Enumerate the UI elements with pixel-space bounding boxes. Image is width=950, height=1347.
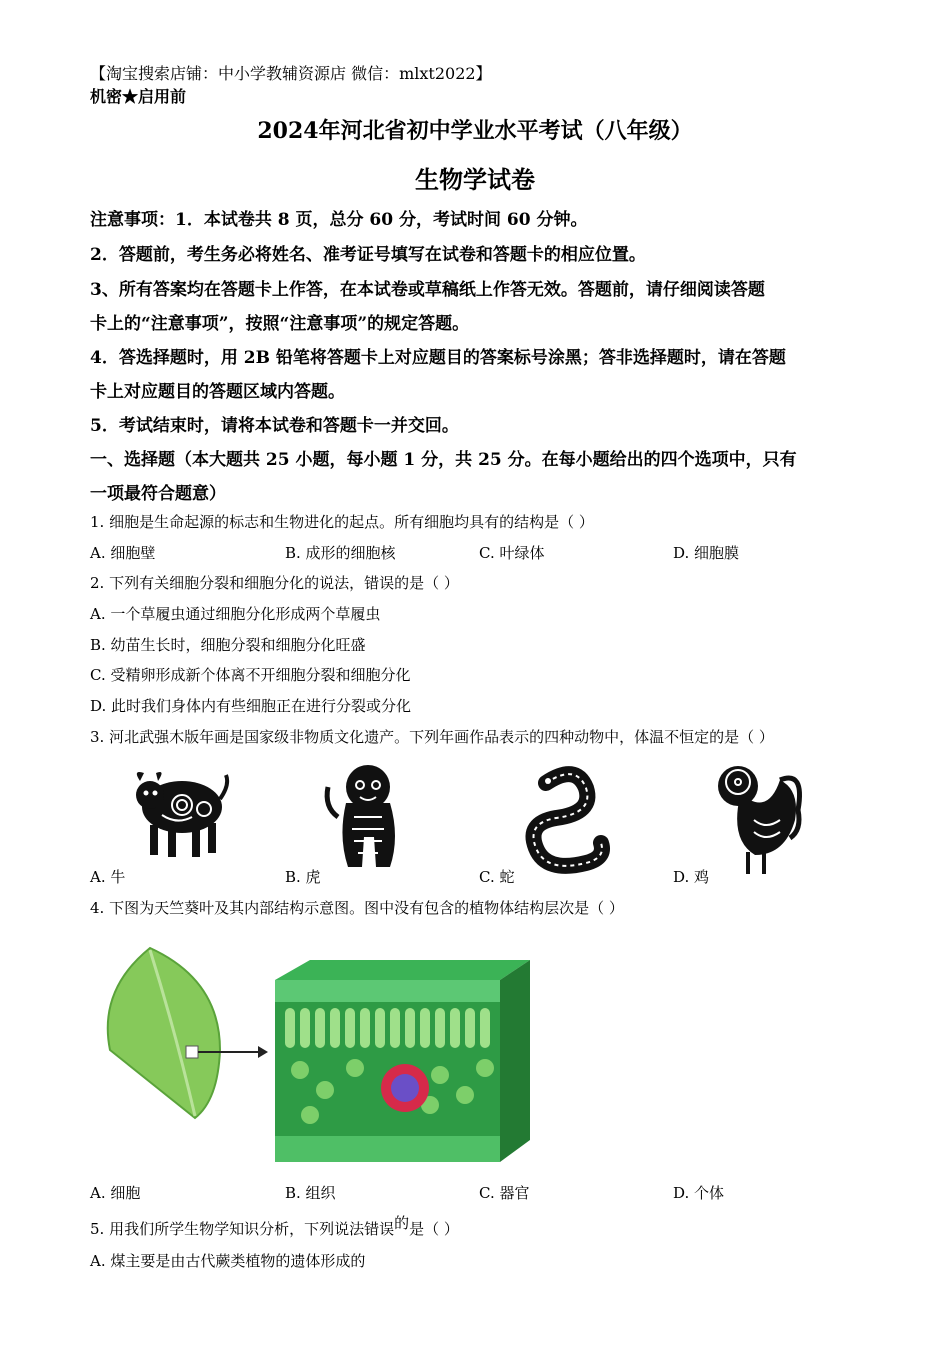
q1-option-c: C. 叶绿体 [479, 544, 545, 562]
q3-option-b: B. 虎 [285, 868, 321, 886]
q5-option-a: A. 煤主要是由古代蕨类植物的遗体形成的 [90, 1252, 366, 1270]
q1-stem: 1. 细胞是生命起源的标志和生物进化的起点。所有细胞均具有的结构是（ ） [90, 513, 594, 531]
ox-woodcut-image [122, 755, 232, 865]
q2-option-d: D. 此时我们身体内有些细胞正在进行分裂或分化 [90, 697, 412, 715]
q2-option-c: C. 受精卵形成新个体离不开细胞分裂和细胞分化 [90, 666, 411, 684]
note-3: 3、所有答案均在答题卡上作答，在本试卷或草稿纸上作答无效。答题前，请仔细阅读答题 [90, 280, 765, 300]
confidential-label: 机密★启用前 [90, 87, 187, 106]
q4-option-d: D. 个体 [673, 1184, 725, 1202]
q5-stem-sup: 的 [394, 1214, 410, 1232]
q1-option-a: A. 细胞壁 [90, 544, 156, 562]
leaf-tissue-block [275, 960, 530, 1162]
q3-option-a: A. 牛 [90, 868, 126, 886]
note-3-cont: 卡上的“注意事项”，按照“注意事项”的规定答题。 [90, 314, 470, 334]
q2-stem: 2. 下列有关细胞分裂和细胞分化的说法，错误的是（ ） [90, 574, 459, 592]
q1-option-b: B. 成形的细胞核 [285, 544, 396, 562]
q3-option-c: C. 蛇 [479, 868, 515, 886]
q4-option-a: A. 细胞 [90, 1184, 141, 1202]
note-2: 2．答题前，考生务必将姓名、准考证号填写在试卷和答题卡的相应位置。 [90, 245, 646, 265]
q3-stem: 3. 河北武强木版年画是国家级非物质文化遗产。下列年画作品表示的四种动物中，体温不恒定的是（ ） [90, 728, 774, 746]
note-4-cont: 卡上对应题目的答题区域内答题。 [90, 382, 345, 402]
q5-stem-part1: 5. 用我们所学生物学知识分析，下列说法错误 [90, 1220, 395, 1238]
exam-title: 2024年河北省初中学业水平考试（八年级） [257, 118, 693, 144]
q2-option-b: B. 幼苗生长时，细胞分裂和细胞分化旺盛 [90, 636, 366, 654]
section-heading: 一、选择题（本大题共 25 小题，每小题 1 分，共 25 分。在每小题给出的四个选项中，只有 [90, 450, 797, 470]
q4-stem: 4. 下图为天竺葵叶及其内部结构示意图。图中没有包含的植物体结构层次是（ ） [90, 899, 624, 917]
exam-subtitle: 生物学试卷 [415, 165, 535, 194]
section-heading-cont: 一项最符合题意） [90, 484, 226, 504]
q1-option-d: D. 细胞膜 [673, 544, 740, 562]
note-1: 注意事项：1．本试卷共 8 页，总分 60 分，考试时间 60 分钟。 [90, 210, 588, 230]
shop-banner: 【淘宝搜索店铺：中小学教辅资源店 微信：mlxt2022】 [90, 64, 492, 83]
q2-option-a: A. 一个草履虫通过细胞分化形成两个草履虫 [90, 605, 381, 623]
q5-stem-part2: 是（ ） [409, 1220, 459, 1238]
note-5: 5．考试结束时，请将本试卷和答题卡一并交回。 [90, 416, 459, 436]
q4-option-c: C. 器官 [479, 1184, 530, 1202]
q3-option-d: D. 鸡 [673, 868, 710, 886]
note-4: 4．答选择题时，用 2B 铅笔将答题卡上对应题目的答案标号涂黑；答非选择题时，请在答题 [90, 348, 786, 368]
tiger-woodcut-image [318, 757, 418, 877]
q5-stem [90, 1214, 459, 1239]
leaf-image [108, 948, 220, 1118]
q4-option-b: B. 组织 [285, 1184, 336, 1202]
snake-woodcut-image [516, 763, 616, 878]
rooster-woodcut-image [710, 760, 805, 880]
leaf-structure-diagram [100, 940, 540, 1170]
